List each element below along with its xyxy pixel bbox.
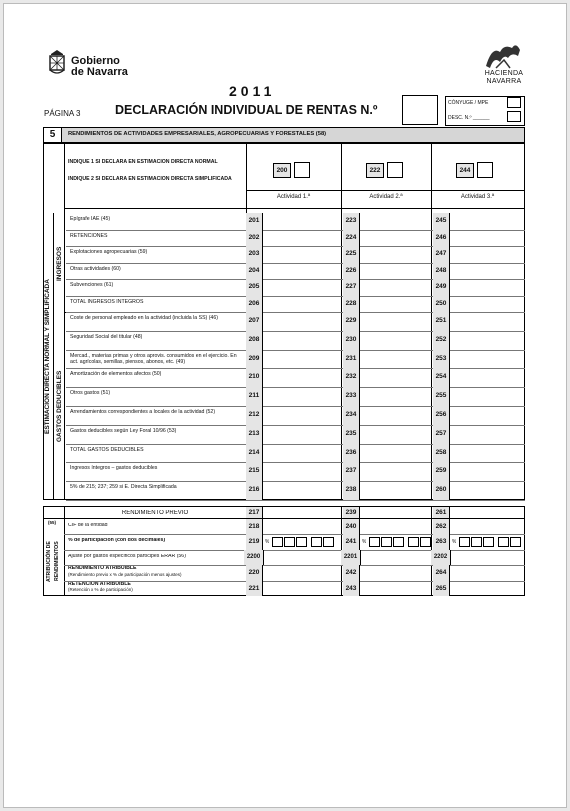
amount-input-220[interactable] [264, 566, 340, 579]
amount-input-2202[interactable] [451, 551, 523, 564]
box-code-202: 202 [246, 230, 263, 247]
amount-input-233[interactable] [361, 388, 430, 405]
gastos-row-label-8: TOTAL GASTOS DEDUCIBLES [70, 446, 144, 453]
amount-input-206[interactable] [264, 297, 340, 312]
atribucion-row-title-5: RETENCIÓN ATRIBUIBLE [68, 581, 131, 587]
amount-input-205[interactable] [264, 280, 340, 295]
amount-input-237[interactable] [361, 463, 430, 480]
box-code-258: 258 [433, 444, 450, 463]
box-code-228: 228 [343, 296, 360, 313]
header-bottom-divider [64, 208, 525, 209]
activity-header-2: Actividad 2.ª [369, 194, 403, 200]
amount-input-254[interactable] [451, 369, 523, 386]
amount-input-252[interactable] [451, 332, 523, 349]
amount-input-209[interactable] [264, 351, 340, 368]
amount-input-247[interactable] [451, 247, 523, 262]
box-code-235: 235 [343, 425, 360, 444]
amount-input-214[interactable] [264, 445, 340, 462]
estimacion-type-input-2[interactable] [387, 162, 403, 178]
amount-input-231[interactable] [361, 351, 430, 368]
box-code-246: 246 [433, 230, 450, 247]
hacienda-logo-text [474, 70, 534, 86]
amount-input-257[interactable] [451, 426, 523, 443]
atribucion-note: (55) [48, 520, 57, 525]
box-code-223: 223 [343, 213, 360, 230]
gobierno-line2: de Navarra [71, 66, 128, 78]
box-code-217: 217 [246, 507, 263, 518]
ingresos-side-label: INGRESOS [56, 246, 63, 282]
amount-input-217[interactable] [264, 508, 340, 517]
amount-input-256[interactable] [451, 407, 523, 424]
amount-input-212[interactable] [264, 407, 340, 424]
side-divider-1 [53, 213, 54, 500]
box-code-238: 238 [343, 481, 360, 500]
percent-digit-219-4[interactable] [311, 537, 322, 547]
box-code-227: 227 [343, 279, 360, 296]
box-code-219: 219 [246, 534, 263, 549]
amount-input-234[interactable] [361, 407, 430, 424]
box-code-229: 229 [343, 312, 360, 331]
desc-label: DESC. N.º ______ [448, 115, 490, 121]
gastos-row-label-4: Amortización de elementos afectos (50) [70, 371, 162, 378]
amount-input-228[interactable] [361, 297, 430, 312]
amount-input-225[interactable] [361, 247, 430, 262]
gastos-row-label-9: Ingresos íntegros – gastos deducibles [70, 465, 158, 472]
box-code-215: 215 [246, 462, 263, 481]
amount-input-223[interactable] [361, 214, 430, 229]
box-code-212: 212 [246, 406, 263, 425]
form-page [3, 3, 567, 808]
atribucion-row-title-3: Ajuste por gastos específicos partícipes ERAR (56) [68, 553, 186, 559]
atribucion-row-label-3 [68, 554, 244, 560]
box-code-264: 264 [433, 565, 450, 580]
box-code-245: 245 [433, 213, 450, 230]
amount-input-265[interactable] [451, 582, 523, 595]
conyuge-checkbox[interactable] [507, 97, 521, 108]
amount-input-248[interactable] [451, 264, 523, 279]
atribucion-side-label: ATRIBUCIÓN DE RENDIMIENTOS [46, 541, 60, 582]
amount-input-243[interactable] [361, 582, 430, 595]
box-code-213: 213 [246, 425, 263, 444]
percent-digit-241-2[interactable] [381, 537, 392, 547]
activity-header-3: Actividad 3.ª [460, 194, 495, 200]
gastos-row-row-divider-10 [66, 500, 525, 501]
section-title: RENDIMIENTOS DE ACTIVIDADES EMPRESARIALES, AGROPECUARIAS Y FORESTALES (58) [68, 131, 327, 137]
gastos-row-label-1: Coste de personal empleado en la actividad (incluida la SS) (46) [70, 315, 218, 321]
atribucion-row-sublabel-5: (Retención x % de participación) [68, 587, 133, 593]
percent-digit-219-1[interactable] [272, 537, 283, 547]
amount-input-208[interactable] [264, 332, 340, 349]
box-code-242: 242 [343, 565, 360, 580]
estimacion-code-222: 222 [366, 163, 384, 178]
box-code-221: 221 [246, 581, 263, 596]
ingresos-row-label-3: Explotaciones agropecuarias (59) [70, 249, 148, 255]
rendimiento-previo-label: RENDIMIENTO PREVIO [121, 510, 189, 516]
percent-digit-241-5[interactable] [420, 537, 431, 547]
box-code-261: 261 [433, 507, 450, 518]
box-code-237: 237 [343, 462, 360, 481]
atribucion-row-title-4: RENDIMIENTO ATRIBUIBLE [68, 566, 137, 572]
box-code-225: 225 [343, 246, 360, 263]
amount-input-242[interactable] [361, 566, 430, 579]
form-year: 2011 [229, 83, 276, 99]
amount-input-213[interactable] [264, 426, 340, 443]
amount-input-211[interactable] [264, 388, 340, 405]
box-code-201: 201 [246, 213, 263, 230]
hacienda-logo-icon [482, 42, 524, 70]
estimacion-code-200: 200 [273, 163, 291, 178]
atribucion-row-label-2 [68, 538, 244, 544]
amount-input-207[interactable] [264, 313, 340, 330]
amount-input-251[interactable] [451, 313, 523, 330]
indique-line-2: INDIQUE 2 SI DECLARA EN ESTIMACIÓN DIRECTA SIMPLIFICADA [68, 176, 232, 182]
gastos-side-label: GASTOS DEDUCIBLES [56, 370, 63, 442]
amount-input-232[interactable] [361, 369, 430, 386]
percent-digit-263-5[interactable] [510, 537, 521, 547]
box-code-208: 208 [246, 331, 263, 350]
box-code-220: 220 [246, 565, 263, 580]
percent-sign-1: % [265, 539, 270, 546]
amount-input-230[interactable] [361, 332, 430, 349]
box-code-234: 234 [343, 406, 360, 425]
amount-input-236[interactable] [361, 445, 430, 462]
amount-input-201[interactable] [264, 214, 340, 229]
box-code-209: 209 [246, 350, 263, 369]
amount-input-246[interactable] [451, 231, 523, 246]
box-code-252: 252 [433, 331, 450, 350]
box-code-236: 236 [343, 444, 360, 463]
atribucion-table [43, 506, 525, 596]
amount-input-261[interactable] [451, 508, 523, 517]
gastos-row-label-10: 5% de 215; 237; 259 si E. Directa Simplificada [70, 484, 177, 491]
amount-input-218[interactable] [264, 520, 340, 533]
box-code-240: 240 [343, 519, 360, 534]
box-code-248: 248 [433, 263, 450, 280]
box-code-205: 205 [246, 279, 263, 296]
box-code-231: 231 [343, 350, 360, 369]
amount-input-224[interactable] [361, 231, 430, 246]
box-code-211: 211 [246, 387, 263, 406]
box-code-250: 250 [433, 296, 450, 313]
box-code-2202: 2202 [431, 550, 451, 565]
box-code-203: 203 [246, 246, 263, 263]
box-code-251: 251 [433, 312, 450, 331]
lower-side-divider [64, 507, 65, 596]
gastos-row-label-6: Arrendamientos correspondientes a locales de la actividad (52) [70, 409, 216, 415]
side-divider-2 [64, 144, 65, 500]
box-code-226: 226 [343, 263, 360, 280]
page-number: PÁGINA 3 [44, 109, 81, 118]
amount-input-240[interactable] [361, 520, 430, 533]
estimacion-type-input-1[interactable] [294, 162, 310, 178]
amount-input-203[interactable] [264, 247, 340, 262]
atribucion-row-divider-1 [64, 534, 525, 535]
box-code-233: 233 [343, 387, 360, 406]
amount-input-259[interactable] [451, 463, 523, 480]
gastos-row-label-7: Gastos deducibles según Ley Foral 10/96 (53) [70, 427, 177, 434]
gobierno-line1: Gobierno [71, 55, 120, 67]
activity-top-divider [246, 190, 525, 191]
amount-input-216[interactable] [264, 482, 340, 499]
box-code-207: 207 [246, 312, 263, 331]
amount-input-204[interactable] [264, 264, 340, 279]
coat-of-arms-icon [47, 48, 67, 76]
box-code-2200: 2200 [244, 550, 264, 565]
box-code-247: 247 [433, 246, 450, 263]
conyuge-label: CÓNYUGE / MPE [448, 100, 489, 106]
amount-input-264[interactable] [451, 566, 523, 579]
percent-digit-241-4[interactable] [408, 537, 419, 547]
ingresos-row-label-2: RETENCIONES [70, 232, 108, 239]
amount-input-249[interactable] [451, 280, 523, 295]
box-code-218: 218 [246, 519, 263, 534]
atribucion-row-sublabel-4: (Rendimiento previo x % de participación menos ajustes) [68, 571, 182, 577]
box-code-239: 239 [343, 507, 360, 518]
percent-sign-3: % [452, 539, 457, 546]
box-code-206: 206 [246, 296, 263, 313]
box-code-256: 256 [433, 406, 450, 425]
box-code-210: 210 [246, 368, 263, 387]
box-code-257: 257 [433, 425, 450, 444]
amount-input-2201[interactable] [361, 551, 430, 564]
indique-line-1: INDIQUE 1 SI DECLARA EN ESTIMACIÓN DIRECTA NORMAL [68, 159, 218, 165]
box-code-255: 255 [433, 387, 450, 406]
percent-digit-263-4[interactable] [498, 537, 509, 547]
desc-field[interactable] [507, 111, 521, 122]
box-code-204: 204 [246, 263, 263, 280]
section-number: 5 [44, 128, 62, 142]
percent-digit-241-3[interactable] [393, 537, 404, 547]
atribucion-row-title-1: CIF de la entidad [68, 523, 108, 528]
activity-header-1: Actividad 1.ª [276, 194, 311, 200]
declaration-number-field[interactable] [402, 95, 438, 125]
box-code-253: 253 [433, 350, 450, 369]
box-code-259: 259 [433, 462, 450, 481]
main-table [43, 143, 525, 500]
box-code-262: 262 [433, 519, 450, 534]
box-code-265: 265 [433, 581, 450, 596]
box-code-260: 260 [433, 481, 450, 500]
atribucion-row-title-2: % de participación (con dos decimales) [68, 538, 166, 544]
amount-input-227[interactable] [361, 280, 430, 295]
ingresos-row-label-4: Otras actividades (60) [70, 265, 121, 272]
box-code-232: 232 [343, 368, 360, 387]
gastos-row-label-2: Seguridad Social del titular (48) [70, 333, 143, 340]
amount-input-255[interactable] [451, 388, 523, 405]
amount-input-210[interactable] [264, 369, 340, 386]
box-code-224: 224 [343, 230, 360, 247]
amount-input-235[interactable] [361, 426, 430, 443]
estimacion-type-input-3[interactable] [477, 162, 493, 178]
amount-input-260[interactable] [451, 482, 523, 499]
amount-input-221[interactable] [264, 582, 340, 595]
percent-digit-241-1[interactable] [369, 537, 380, 547]
estimacion-side-label: ESTIMACIÓN DIRECTA NORMAL Y SIMPLIFICADA [44, 279, 51, 434]
amount-input-262[interactable] [451, 520, 523, 533]
amount-input-250[interactable] [451, 297, 523, 312]
amount-input-238[interactable] [361, 482, 430, 499]
estimacion-code-244: 244 [456, 163, 474, 178]
hacienda-line1: HACIENDA [484, 70, 524, 77]
ingresos-row-label-1: Epígrafe IAE (45) [70, 216, 111, 222]
amount-input-239[interactable] [361, 508, 430, 517]
percent-digit-219-2[interactable] [284, 537, 295, 547]
atribucion-row-label-5 [68, 582, 244, 593]
percent-digit-263-2[interactable] [471, 537, 482, 547]
declaration-title: DECLARACIÓN INDIVIDUAL DE RENTAS N.º [115, 103, 378, 117]
amount-input-2200[interactable] [264, 551, 340, 564]
box-code-263: 263 [433, 534, 450, 549]
box-code-216: 216 [246, 481, 263, 500]
amount-input-226[interactable] [361, 264, 430, 279]
box-code-241: 241 [343, 534, 360, 549]
percent-digit-263-1[interactable] [459, 537, 470, 547]
gastos-row-label-3: Mercad., materias primas y otros aprovis. consumidos en el ejercicio. En act. agrícolas, semillas, piensos, abonos, etc. (49) [70, 352, 237, 365]
amount-input-215[interactable] [264, 463, 340, 480]
percent-sign-2: % [362, 539, 367, 546]
ingresos-row-label-6: TOTAL INGRESOS ÍNTEGROS [70, 298, 144, 305]
amount-input-202[interactable] [264, 231, 340, 246]
percent-digit-219-5[interactable] [323, 537, 334, 547]
rendimiento-previo-divider [44, 518, 525, 519]
atribucion-row-label-1 [68, 523, 244, 529]
box-code-249: 249 [433, 279, 450, 296]
hacienda-line2: NAVARRA [486, 78, 522, 85]
ingresos-row-label-5: Subvenciones (61) [70, 282, 114, 288]
percent-digit-219-3[interactable] [296, 537, 307, 547]
amount-input-253[interactable] [451, 351, 523, 368]
box-code-230: 230 [343, 331, 360, 350]
amount-input-245[interactable] [451, 214, 523, 229]
amount-input-229[interactable] [361, 313, 430, 330]
box-code-254: 254 [433, 368, 450, 387]
gobierno-logo-text [71, 56, 128, 78]
amount-input-258[interactable] [451, 445, 523, 462]
percent-digit-263-3[interactable] [483, 537, 494, 547]
box-code-243: 243 [343, 581, 360, 596]
gastos-row-label-5: Otros gastos (51) [70, 390, 111, 397]
atribucion-row-label-4 [68, 566, 244, 577]
box-code-2201: 2201 [341, 550, 361, 565]
box-code-214: 214 [246, 444, 263, 463]
